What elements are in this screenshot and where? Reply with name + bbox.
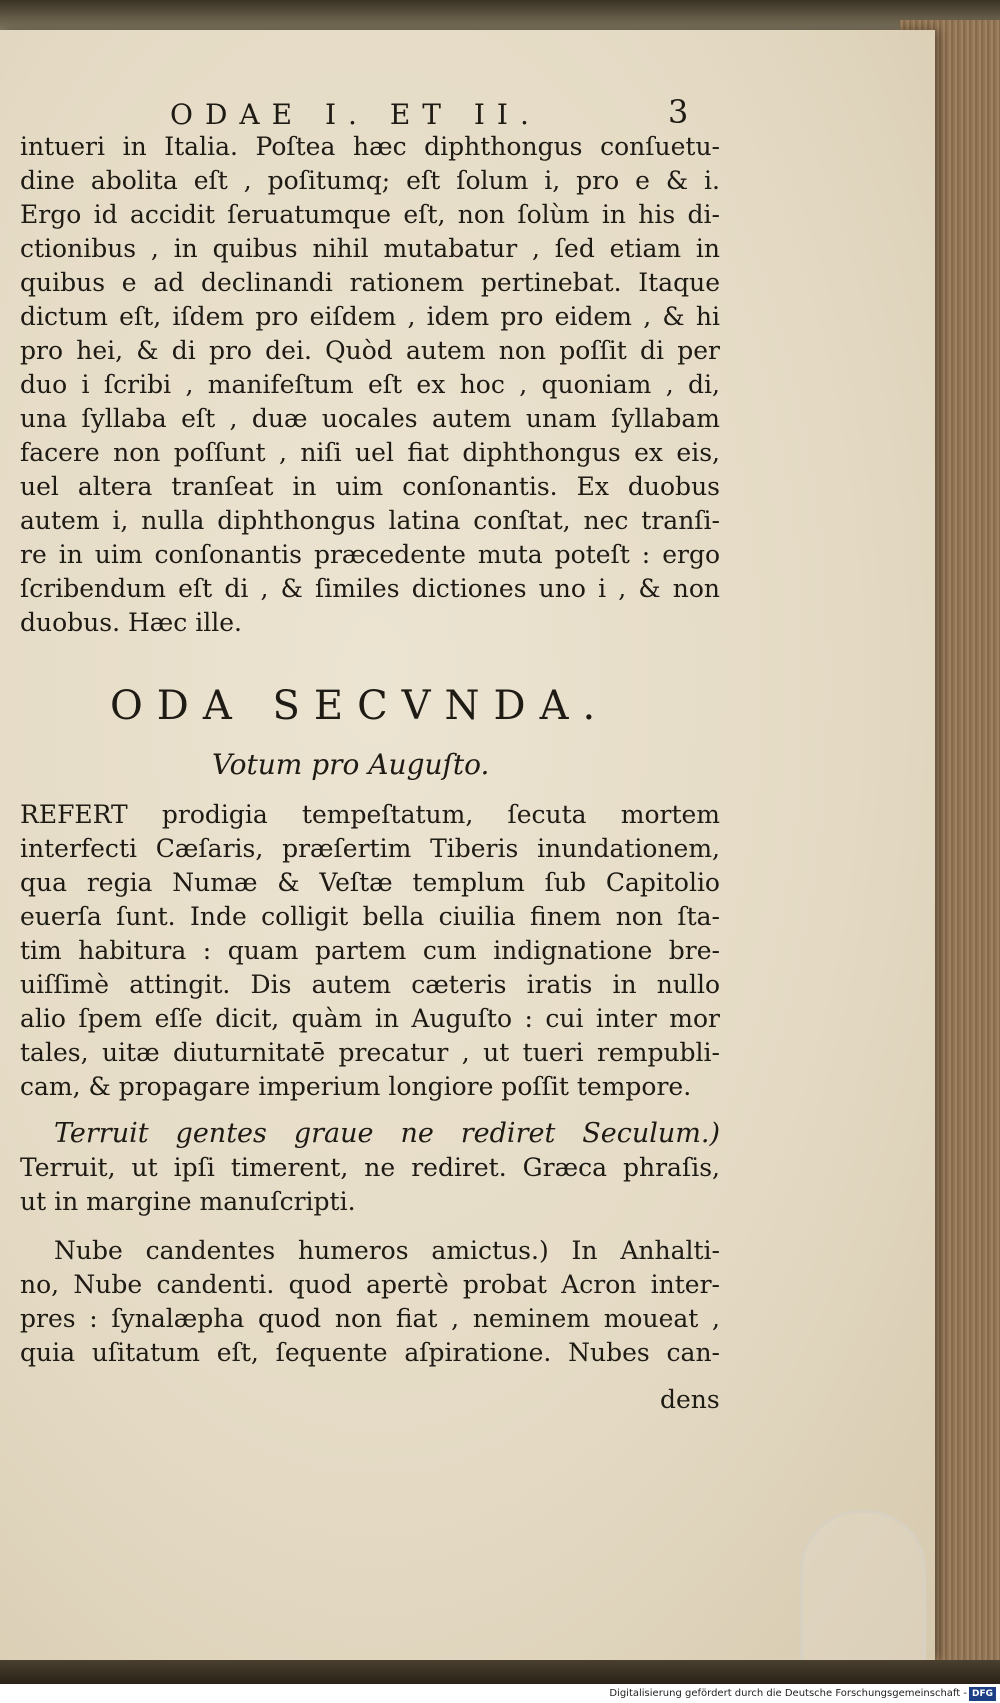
text-line: ſcribendum eſt di , & ſimiles dictiones uno i , & non [20, 574, 720, 603]
lemma-line [54, 1234, 720, 1268]
ode-title: ODA SECVNDA. [110, 683, 610, 729]
commentary-intro [20, 130, 720, 640]
text-line: dictum eſt, iſdem pro eiſdem , idem pro eidem , & hi [20, 302, 720, 331]
text-line: quia uſitatum eſt, ſequente aſpiratione. Nubes can- [20, 1338, 720, 1367]
text-line: facere non poſſunt , niſi uel fiat diphthongus ex eis, [20, 438, 720, 467]
text-line: alio ſpem eſſe dicit, quàm in Auguſto : cui inter mor [20, 1004, 720, 1033]
text-line: Terruit, ut ipſi timerent, ne rediret. Græca phraſis, [20, 1153, 720, 1182]
text-line: qua regia Numæ & Veſtæ templum ſub Capitolio [20, 868, 720, 897]
book-clip [800, 1510, 926, 1663]
text-line: uel altera tranſeat in uim conſonantis. Ex duobus [20, 472, 720, 501]
text-line: una ſyllaba eſt , duæ uocales autem unam ſyllabam [20, 404, 720, 433]
text-line: pres : ſynalæpha quod non fiat , neminem moueat , [20, 1304, 720, 1333]
text-line: re in uim conſonantis præcedente muta poteſt : ergo [20, 540, 720, 569]
catchword: dens [660, 1385, 720, 1414]
text-line: tim habitura : quam partem cum indignatione bre- [20, 936, 720, 965]
argumentum [20, 798, 720, 1104]
text-line: ctionibus , in quibus nihil mutabatur , ſed etiam in [20, 234, 720, 263]
note-terruit [20, 1117, 720, 1219]
dfg-logo: DFG [969, 1687, 996, 1701]
text-line: interfecti Cæſaris, præſertim Tiberis inundationem, [20, 834, 720, 863]
lemma-text: Nube candentes humeros amictus.) In Anhalti- [54, 1236, 720, 1265]
text-line: dine abolita eſt , poſitumq; eſt ſolum i, pro e & i. [20, 166, 720, 195]
text-line: uiſſimè attingit. Dis autem cæteris iratis in nullo [20, 970, 720, 999]
text-line: euerſa ſunt. Inde colligit bella ciuilia finem non ſta- [20, 902, 720, 931]
page-number: 3 [668, 93, 689, 131]
lemma: Terruit gentes graue ne rediret Seculum.) [54, 1118, 720, 1149]
credit-text: Digitalisierung gefördert durch die Deutsche Forschungsgemeinschaft - [609, 1688, 967, 1699]
text-line: pro hei, & di pro dei. Quòd autem non poſſit di per [20, 336, 720, 365]
ode-subtitle: Votum pro Auguſto. [212, 748, 490, 781]
text-line: duobus. Hæc ille. [20, 608, 242, 637]
text-line: duo i ſcribi , manifeſtum eſt ex hoc , quoniam , di, [20, 370, 720, 399]
text-line: autem i, nulla diphthongus latina conſtat, nec tranſi- [20, 506, 720, 535]
running-title: ODAE I. ET II. [170, 98, 541, 131]
text-line: quibus e ad declinandi rationem pertinebat. Itaque [20, 268, 720, 297]
text-line: ut in margine manuſcripti. [20, 1187, 356, 1216]
scan-bottom-edge [0, 1660, 1000, 1684]
text-line: intueri in Italia. Poſtea hæc diphthongus conſuetu- [20, 132, 720, 161]
text-line: cam, & propagare imperium longiore poſſit tempore. [20, 1072, 692, 1101]
text-line: Ergo id accidit ſeruatumque eſt, non ſolùm in his di- [20, 200, 720, 229]
note-nube [20, 1234, 720, 1370]
text-line: REFERT prodigia tempeſtatum, ſecuta mortem [20, 800, 720, 829]
digitization-credit [0, 1684, 1000, 1703]
text-line: no, Nube candenti. quod apertè probat Acron inter- [20, 1270, 720, 1299]
text-line: tales, uitæ diuturnitatē precatur , ut tueri rempubli- [20, 1038, 720, 1067]
